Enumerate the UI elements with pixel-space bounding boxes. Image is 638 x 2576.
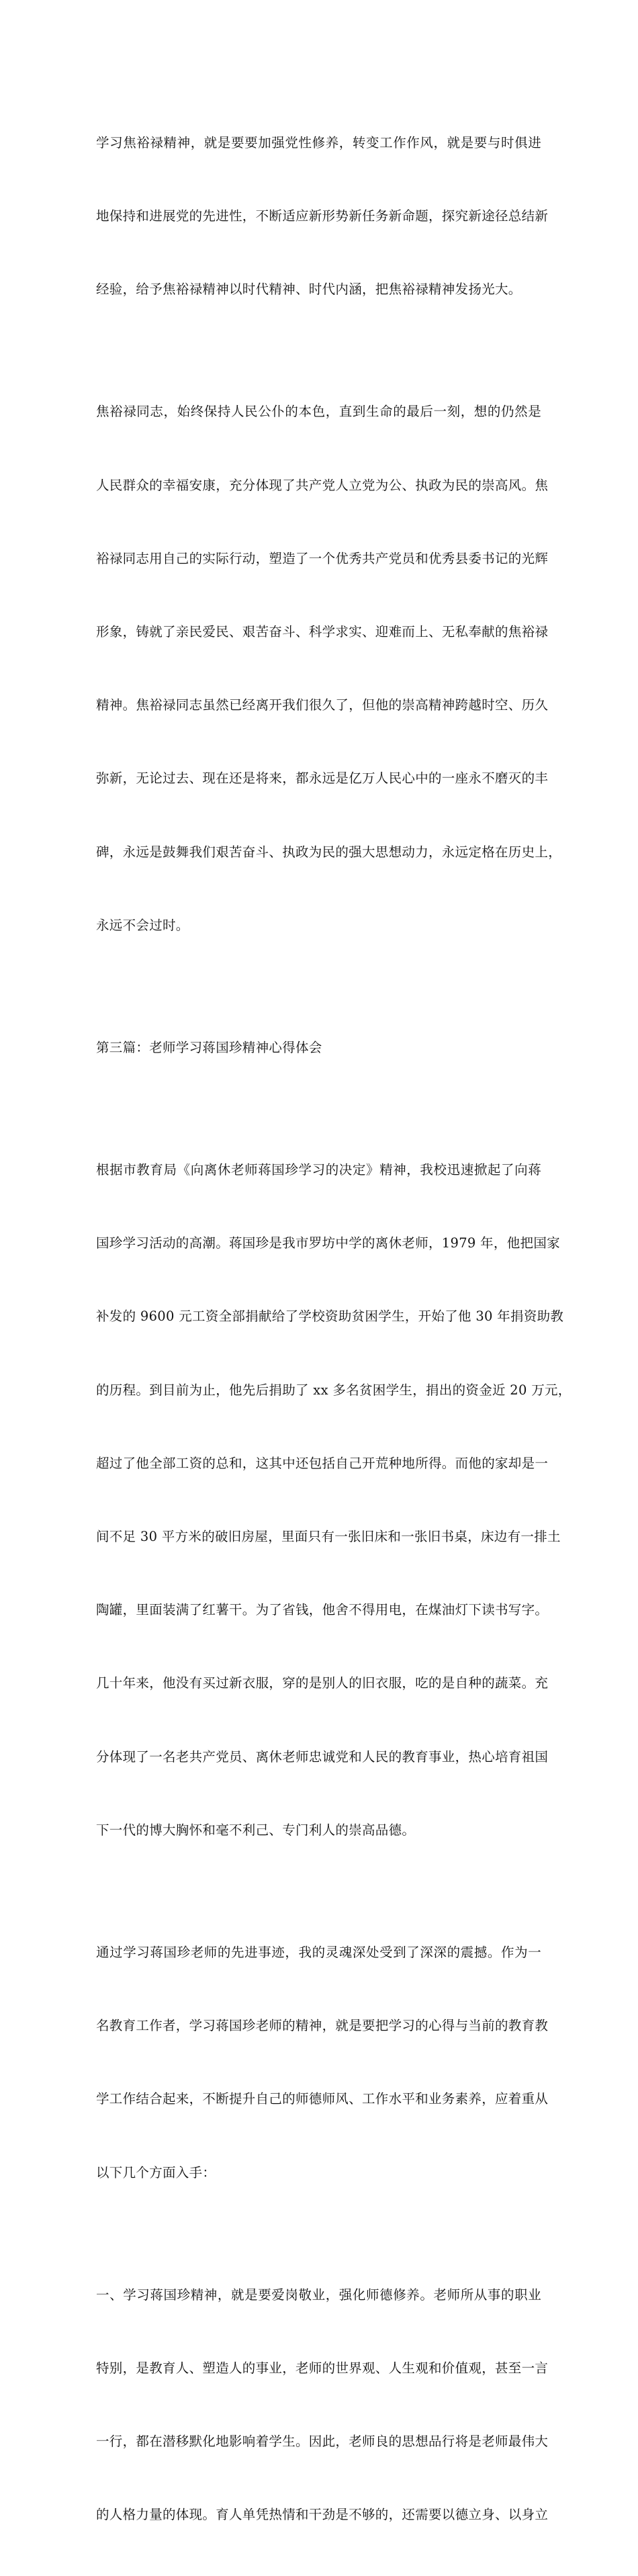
text-line: 陶罐，里面装满了红薯干。为了省钱，他舍不得用电，在煤油灯下读书写字。 bbox=[96, 1602, 549, 1618]
text-line: 间不足 30 平方米的破旧房屋，里面只有一张旧床和一张旧书桌，床边有一排土 bbox=[96, 1528, 561, 1544]
text-line: 弥新，无论过去、现在还是将来，都永远是亿万人民心中的一座永不磨灭的丰 bbox=[96, 770, 549, 787]
document-body bbox=[96, 82, 572, 2576]
paragraph-jiao-yulu-study bbox=[96, 82, 549, 351]
text-line: 几十年来，他没有买过新衣服，穿的是别人的旧衣服，吃的是自种的蔬菜。充 bbox=[96, 1675, 549, 1691]
text-line: 以下几个方面入手： bbox=[96, 2164, 216, 2180]
text-line: 人民群众的幸福安康，充分体现了共产党人立党为公、执政为民的崇高风。焦 bbox=[96, 477, 549, 493]
text-line: 的人格力量的体现。育人单凭热情和干劲是不够的，还需要以德立身、以身立 bbox=[96, 2507, 549, 2523]
text-line: 焦裕禄同志，始终保持人民公仆的本色，直到生命的最后一刻，想的仍然是 bbox=[96, 404, 541, 420]
text-line: 通过学习蒋国珍老师的先进事迹，我的灵魂深处受到了深深的震撼。作为一 bbox=[96, 1944, 541, 1960]
text-line: 一、学习蒋国珍精神，就是要爱岗敬业，强化师德修养。老师所从事的职业 bbox=[96, 2286, 541, 2303]
text-line: 地保持和进展党的先进性，不断适应新形势新任务新命题，探究新途径总结新 bbox=[96, 208, 549, 224]
text-line: 永远不会过时。 bbox=[96, 917, 189, 933]
text-line: 国珍学习活动的高潮。蒋国珍是我市罗坊中学的离休老师，1979 年，他把国家 bbox=[96, 1235, 560, 1251]
paragraph-point-one bbox=[96, 2234, 549, 2576]
text-line: 精神。焦裕禄同志虽然已经离开我们很久了，但他的崇高精神跨越时空、历久 bbox=[96, 697, 549, 713]
text-line: 的历程。到目前为止，他先后捐助了 xx 多名贫困学生，捐出的资金近 20 万元， bbox=[96, 1382, 572, 1398]
paragraph-jiang-guozhen-story bbox=[96, 1109, 572, 1892]
text-line: 补发的 9600 元工资全部捐献给了学校资助贫困学生，开始了他 30 年捐资助教 bbox=[96, 1308, 564, 1325]
text-line: 下一代的博大胸怀和毫不利己、专门利人的崇高品德。 bbox=[96, 1822, 416, 1838]
text-line: 裕禄同志用自己的实际行动，塑造了一个优秀共产党员和优秀县委书记的光辉 bbox=[96, 550, 549, 566]
text-line: 超过了他全部工资的总和，这其中还包括自己开荒种地所得。而他的家却是一 bbox=[96, 1455, 549, 1471]
text-line: 根据市教育局《向离休老师蒋国珍学习的决定》精神，我校迅速掀起了向蒋 bbox=[96, 1161, 541, 1178]
text-line: 学工作结合起来，不断提升自己的师德师风、工作水平和业务素养，应着重从 bbox=[96, 2091, 549, 2107]
text-line: 一行，都在潜移默化地影响着学生。因此，老师良的思想品行将是老师最伟大 bbox=[96, 2434, 549, 2449]
heading-text: 第三篇：老师学习蒋国珍精神心得体会 bbox=[96, 1039, 322, 1055]
paragraph-learning-reflection bbox=[96, 1892, 549, 2234]
paragraph-jiao-yulu-spirit bbox=[96, 351, 562, 987]
text-line: 名教育工作者，学习蒋国珍老师的精神，就是要把学习的心得与当前的教育教 bbox=[96, 2018, 549, 2034]
text-line: 经验，给予焦裕禄精神以时代精神、时代内涵，把焦裕禄精神发扬光大。 bbox=[96, 281, 522, 298]
text-line: 学习焦裕禄精神，就是要要加强党性修养，转变工作作风，就是要与时俱进 bbox=[96, 134, 541, 150]
text-line: 特别，是教育人、塑造人的事业，老师的世界观、人生观和价值观，甚至一言 bbox=[96, 2360, 549, 2376]
section-heading-part-three bbox=[96, 987, 541, 1109]
text-line: 碑，永远是鼓舞我们艰苦奋斗、执政为民的强大思想动力，永远定格在历史上， bbox=[96, 844, 562, 860]
text-line: 形象，铸就了亲民爱民、艰苦奋斗、科学求实、迎难而上、无私奉献的焦裕禄 bbox=[96, 623, 549, 639]
text-line: 分体现了一名老共产党员、离休老师忠诚党和人民的教育事业，热心培育祖国 bbox=[96, 1748, 549, 1765]
